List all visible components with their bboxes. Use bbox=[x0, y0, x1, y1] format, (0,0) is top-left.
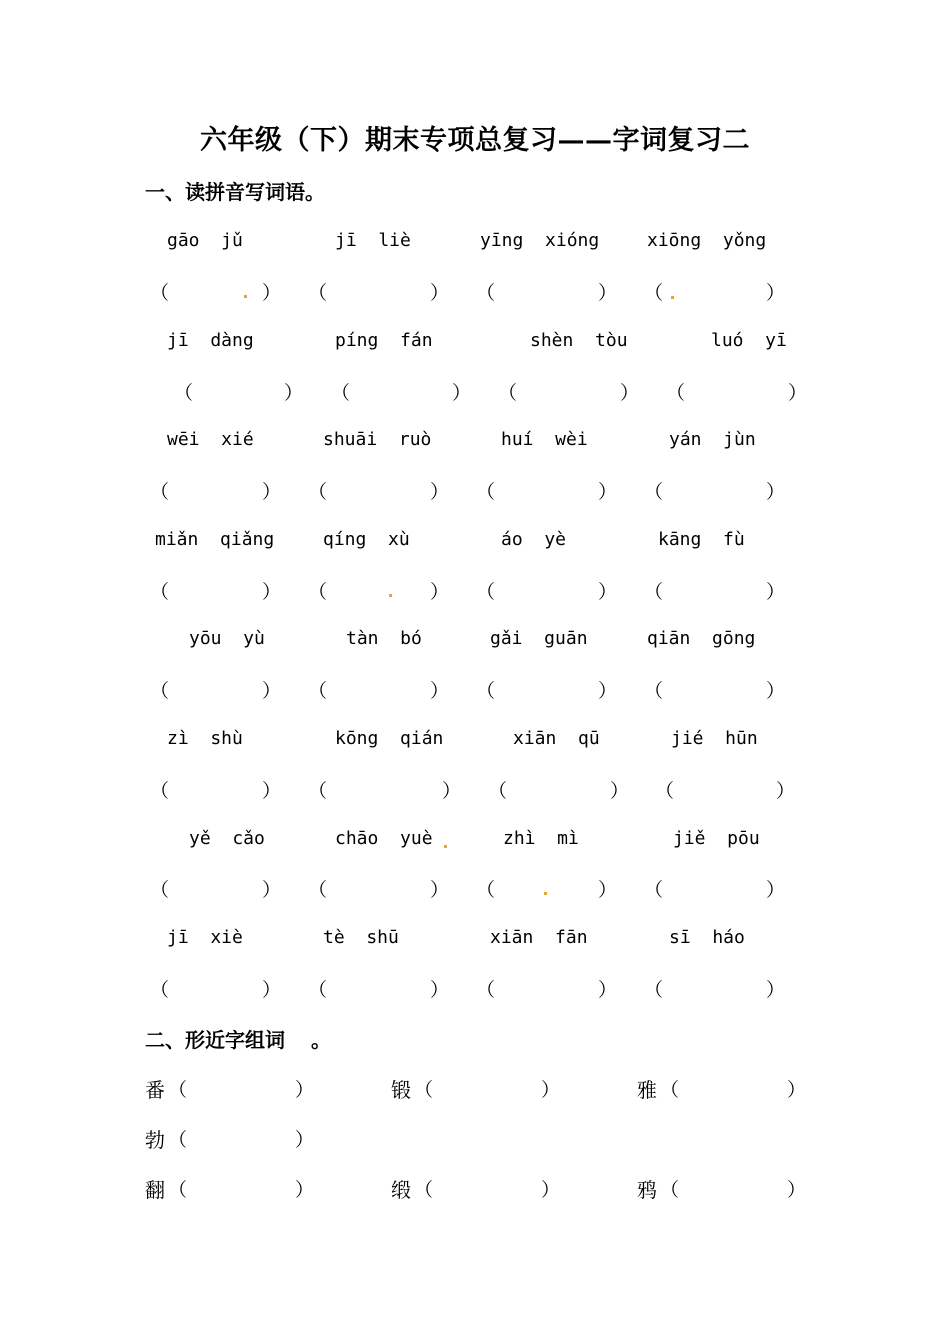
answer-close-paren: ） bbox=[766, 481, 786, 503]
answer-close-paren: ） bbox=[598, 979, 618, 1001]
answer-open-paren: （ bbox=[168, 1079, 188, 1101]
pinyin-item: chāo yuè bbox=[335, 828, 433, 849]
answer-close-paren: ） bbox=[610, 780, 630, 802]
pinyin-item: píng fán bbox=[335, 330, 433, 351]
answer-close-paren: ） bbox=[262, 581, 282, 603]
pinyin-item: xiōng yǒng bbox=[647, 230, 767, 251]
answer-close-paren: ） bbox=[787, 1179, 807, 1201]
pinyin-item: zì shù bbox=[167, 728, 243, 749]
answer-open-paren: （ bbox=[498, 382, 518, 404]
answer-close-paren: ） bbox=[262, 282, 282, 304]
pinyin-item: shèn tòu bbox=[530, 330, 628, 351]
answer-close-paren: ） bbox=[430, 581, 450, 603]
pinyin-item: tàn bó bbox=[346, 628, 422, 649]
answer-close-paren: ） bbox=[262, 780, 282, 802]
similar-char: 锻 bbox=[391, 1078, 411, 1102]
answer-open-paren: （ bbox=[488, 780, 508, 802]
answer-open-paren: （ bbox=[644, 581, 664, 603]
answer-open-paren: （ bbox=[644, 979, 664, 1001]
answer-open-paren: （ bbox=[414, 1079, 434, 1101]
answer-close-paren: ） bbox=[262, 481, 282, 503]
answer-open-paren: （ bbox=[308, 282, 328, 304]
answer-close-paren: ） bbox=[788, 382, 808, 404]
answer-open-paren: （ bbox=[308, 680, 328, 702]
answer-open-paren: （ bbox=[666, 382, 686, 404]
pinyin-item: tè shū bbox=[323, 927, 399, 948]
orange-mark bbox=[389, 594, 392, 597]
pinyin-item: kōng qián bbox=[335, 728, 444, 749]
pinyin-item: huí wèi bbox=[501, 429, 588, 450]
answer-open-paren: （ bbox=[476, 879, 496, 901]
pinyin-item: gāo jǔ bbox=[167, 230, 243, 251]
pinyin-item: wēi xié bbox=[167, 429, 254, 450]
answer-close-paren: ） bbox=[598, 581, 618, 603]
answer-close-paren: ） bbox=[766, 282, 786, 304]
pinyin-item: zhì mì bbox=[503, 828, 579, 849]
pinyin-item: gǎi guān bbox=[490, 628, 588, 649]
answer-close-paren: ） bbox=[284, 382, 304, 404]
answer-close-paren: ） bbox=[262, 979, 282, 1001]
answer-open-paren: （ bbox=[308, 481, 328, 503]
pinyin-item: qiān gōng bbox=[647, 628, 756, 649]
answer-close-paren: ） bbox=[598, 680, 618, 702]
answer-close-paren: ） bbox=[430, 879, 450, 901]
answer-open-paren: （ bbox=[308, 879, 328, 901]
similar-char: 鸦 bbox=[637, 1178, 657, 1202]
pinyin-item: xiān fān bbox=[490, 927, 588, 948]
pinyin-item: jī xiè bbox=[167, 927, 243, 948]
answer-close-paren: ） bbox=[541, 1179, 561, 1201]
answer-open-paren: （ bbox=[660, 1179, 680, 1201]
pinyin-item: áo yè bbox=[501, 529, 567, 550]
answer-close-paren: ） bbox=[295, 1179, 315, 1201]
pinyin-item: qíng xù bbox=[323, 529, 410, 550]
answer-close-paren: ） bbox=[766, 680, 786, 702]
similar-char: 勃 bbox=[145, 1128, 165, 1152]
answer-open-paren: （ bbox=[660, 1079, 680, 1101]
answer-close-paren: ） bbox=[430, 481, 450, 503]
answer-open-paren: （ bbox=[150, 581, 170, 603]
answer-open-paren: （ bbox=[655, 780, 675, 802]
answer-open-paren: （ bbox=[308, 780, 328, 802]
answer-open-paren: （ bbox=[150, 879, 170, 901]
orange-mark bbox=[444, 845, 447, 848]
pinyin-item: yīng xióng bbox=[480, 230, 600, 251]
answer-close-paren: ） bbox=[295, 1129, 315, 1151]
pinyin-item: jié hūn bbox=[671, 728, 758, 749]
answer-open-paren: （ bbox=[174, 382, 194, 404]
orange-mark bbox=[244, 295, 247, 298]
pinyin-item: luó yī bbox=[711, 330, 787, 351]
answer-open-paren: （ bbox=[150, 979, 170, 1001]
pinyin-item: miǎn qiǎng bbox=[155, 529, 275, 550]
pinyin-item: jī liè bbox=[335, 230, 411, 251]
page-title: 六年级（下）期末专项总复习——字词复习二 bbox=[200, 125, 750, 156]
pinyin-item: sī háo bbox=[669, 927, 745, 948]
answer-open-paren: （ bbox=[644, 282, 664, 304]
answer-close-paren: ） bbox=[430, 680, 450, 702]
answer-open-paren: （ bbox=[476, 979, 496, 1001]
answer-close-paren: ） bbox=[766, 581, 786, 603]
answer-open-paren: （ bbox=[644, 680, 664, 702]
answer-open-paren: （ bbox=[150, 780, 170, 802]
answer-open-paren: （ bbox=[644, 481, 664, 503]
similar-char: 缎 bbox=[391, 1178, 411, 1202]
section-2-heading bbox=[145, 1024, 331, 1053]
answer-open-paren: （ bbox=[476, 282, 496, 304]
pinyin-item: kāng fù bbox=[658, 529, 745, 550]
answer-close-paren: ） bbox=[262, 680, 282, 702]
similar-char: 番 bbox=[145, 1078, 165, 1102]
answer-close-paren: ） bbox=[598, 282, 618, 304]
answer-open-paren: （ bbox=[150, 481, 170, 503]
answer-open-paren: （ bbox=[168, 1129, 188, 1151]
answer-close-paren: ） bbox=[776, 780, 796, 802]
answer-close-paren: ） bbox=[598, 879, 618, 901]
orange-mark bbox=[671, 296, 674, 299]
pinyin-item: jī dàng bbox=[167, 330, 254, 351]
section-2-period: 。 bbox=[311, 1028, 331, 1052]
section-2-heading-text: 二、形近字组词 bbox=[145, 1028, 285, 1052]
answer-open-paren: （ bbox=[308, 581, 328, 603]
answer-close-paren: ） bbox=[262, 879, 282, 901]
pinyin-item: yōu yù bbox=[189, 628, 265, 649]
pinyin-item: shuāi ruò bbox=[323, 429, 432, 450]
pinyin-item: jiě pōu bbox=[673, 828, 760, 849]
answer-close-paren: ） bbox=[442, 780, 462, 802]
answer-open-paren: （ bbox=[150, 680, 170, 702]
pinyin-item: xiān qū bbox=[513, 728, 600, 749]
answer-open-paren: （ bbox=[308, 979, 328, 1001]
answer-close-paren: ） bbox=[430, 282, 450, 304]
answer-close-paren: ） bbox=[541, 1079, 561, 1101]
answer-open-paren: （ bbox=[414, 1179, 434, 1201]
similar-char: 翻 bbox=[145, 1178, 165, 1202]
orange-mark bbox=[544, 892, 547, 895]
pinyin-item: yě cǎo bbox=[189, 828, 265, 849]
answer-open-paren: （ bbox=[476, 581, 496, 603]
answer-open-paren: （ bbox=[476, 680, 496, 702]
answer-close-paren: ） bbox=[430, 979, 450, 1001]
answer-close-paren: ） bbox=[598, 481, 618, 503]
answer-close-paren: ） bbox=[787, 1079, 807, 1101]
pinyin-item: yán jùn bbox=[669, 429, 756, 450]
answer-close-paren: ） bbox=[766, 879, 786, 901]
answer-open-paren: （ bbox=[168, 1179, 188, 1201]
section-1-heading: 一、读拼音写词语。 bbox=[145, 180, 325, 204]
answer-open-paren: （ bbox=[476, 481, 496, 503]
answer-close-paren: ） bbox=[766, 979, 786, 1001]
answer-open-paren: （ bbox=[331, 382, 351, 404]
similar-char: 雅 bbox=[637, 1078, 657, 1102]
answer-close-paren: ） bbox=[620, 382, 640, 404]
answer-open-paren: （ bbox=[150, 282, 170, 304]
answer-open-paren: （ bbox=[644, 879, 664, 901]
answer-close-paren: ） bbox=[452, 382, 472, 404]
answer-close-paren: ） bbox=[295, 1079, 315, 1101]
